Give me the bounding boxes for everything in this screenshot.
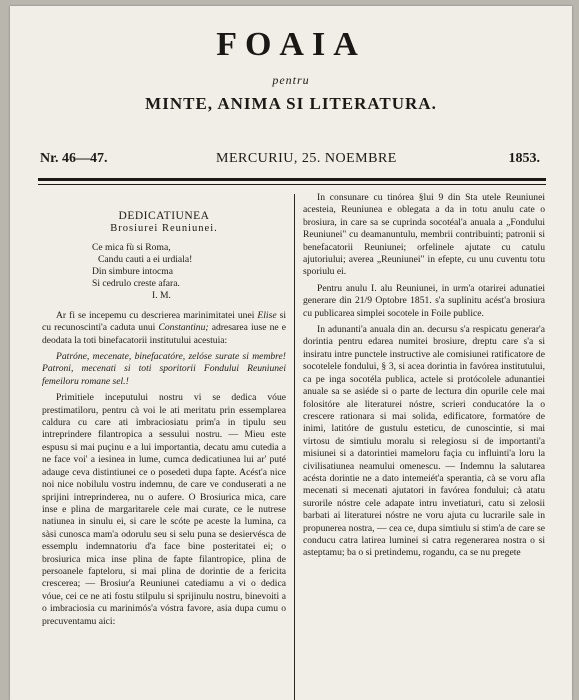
issue-date: MERCURIU, 25. NOEMBRE <box>216 151 397 166</box>
paragraph-text: Ar fi se incepemu cu descrierea marinimitatei unei <box>56 309 258 321</box>
poem-signature: I. M. <box>152 289 171 301</box>
paragraph: Primitiele inceputului nostru vi se dedica vóue prestimatiloru, pentru cà voi le ati meritatu prin essemplarea caldura cu care ati imbraciosiatu prim'a in tipulu seu intreprindere filantropica a sessului nostru. — Mieu este espusu si mai puçinu e a lui importantia, decatu amu cutediа a ne face voi' a iesinea in lume, cumca dedicatiunea lui ar' puté adauge ceva distintiunei ce o posedeti dupa fapte. Acést'a nice noi nice nobilulu vostru indemnu, de care ve conduserati a ne sprijini intreprinderea, nu o aufere. O Brosiurica mica, care inse e plina de margaritarele cele mai curate, ce le nutrese natiunea in sinulu ei, si care le scóte pe aceste la lumina, ca sàsi cunosca mam'a odorulu seu si selu puna se desiervésca de essemplu indemnatoriu d'a face bine posteritatei ei; o brosiurica mica inse plina de fapte filantropice, plina de persoanele fapteloru, si mai plina de dorintie de a fericita crescerea; — Brosiur'a Reuniunei catediamu a vi o dedica vóue, cei ce ne ati fostu stilpulu si sprijinulu nostru, binevoiti a o imbraciosia cu marinimós'a vóstra favore, asia dupa cumu o precuventamu aici: <box>42 392 286 627</box>
masthead-title: FOAIA <box>216 26 366 63</box>
poem-line: Ce mica fù si Roma, <box>92 241 171 253</box>
header-rule-thin <box>38 184 546 185</box>
poem-line: Candu cauti a ei urdiala! <box>98 253 193 265</box>
paragraph <box>42 310 286 347</box>
paragraph-text: adresarea iuse ne e deodata la toti binefacatorii institutului acestuia: <box>42 322 286 346</box>
paragraph: Pentru anulu I. alu Reuniunei, in urm'a otarirei adunatiei generare din 21/9 Optobre 1851. s'a suplinitu acést'a brosiura cu publicarea simplei socotele in Foile publice. <box>303 282 545 319</box>
right-column <box>303 192 545 700</box>
paragraph-name-elise: Elise <box>257 309 277 321</box>
article-subheading: Brosiurei Reuniunei. <box>110 223 218 235</box>
issue-year: 1853. <box>508 151 540 166</box>
paragraph-text: si cu recunoscinti'a caduta unui <box>42 309 286 334</box>
issue-number: Nr. 46—47. <box>40 151 108 166</box>
column-divider <box>294 194 295 700</box>
poem-line: Si cedrulo creste afara. <box>92 277 180 289</box>
paragraph-name-constantinu: Constantinu; <box>158 322 209 334</box>
header-rule-thick <box>38 178 546 181</box>
left-column <box>42 192 286 700</box>
article-heading: DEDICATIUNEA <box>118 210 210 222</box>
issue-line <box>40 151 540 171</box>
masthead-subtitle: MINTE, ANIMA SI LITERATURA. <box>145 94 437 113</box>
masthead-pentru: pentru <box>272 73 310 87</box>
paragraph: In consunare cu tinórea §lui 9 din Sta utele Reuniunei acesteia, Reuniunea e oblegata a da in totu anulu cate o brosiura, in care sa se cuprinda socotéal'a anuala a „Fondului Reuniunei" cu deamanuntulu, membrii contribuinti; patronii si benefacatorii Reuniunei; orfelinele ajutate cu catulu ajutoriului; averea „Reuniunei" in efepte, cu unu cuventu totu sporiulu ei. <box>303 192 545 278</box>
poem-line: Din simbure intocma <box>92 265 173 277</box>
epigraph-poem <box>42 242 286 302</box>
newspaper-page <box>10 6 572 700</box>
paragraph-address: Patróne, mecenate, binefacatóre, zelóse surate si membre! Patroni, mecenati si toti sporitorii Fondului Reuniunei femeiloru romane sel.! <box>42 351 286 387</box>
paragraph: In adunanti'a anuala din an. decursu s'a respicatu generar'a dorintia pentru edarea numitei brosiure, dreptu care s'a si insiratu intre punctele instructive ale comisiunei ratificatore de socotelele fondului, § 3, si acea dorintia in favórea institutului, ca pe inga socotéla publica, actele si protócolele adunantiei anuale sa se asiéde si o parte de lectura din opurile cele mai folositóre ale literaturei nóstre, scrieri conducatóre la o crescere rationara si mai solida, edificatore, formatóre de inimi, latitóre de gustulu esteticu, de cunoscintie, si mai virtosu de simtiulu moralu si relegiosu si de importanti'a misiunei si a datorintiei mameloru façia cu influinti'a loru la civilisatiunea neamului omenescu. — Indemnu la salutarea acésta dorintie ne a dato intemeiét'a sperantia, cà se voru afla mecenati si mecenati ajutatori in favórea fondului; cà atatu surorile nóstre cele adapate intru invetiaturi, catu si zelosii barbati ai literaturei nóstre ne voru ajuta cu lucrarile sale in propunerea nostra, — cea ce, dupa simtiulu si stim'a de care se conducu catra latirea luminei si catra regenerarea nostra o si asteptamu; ba o si pretindemu, rogandu, ca se nu pregete <box>303 324 545 559</box>
